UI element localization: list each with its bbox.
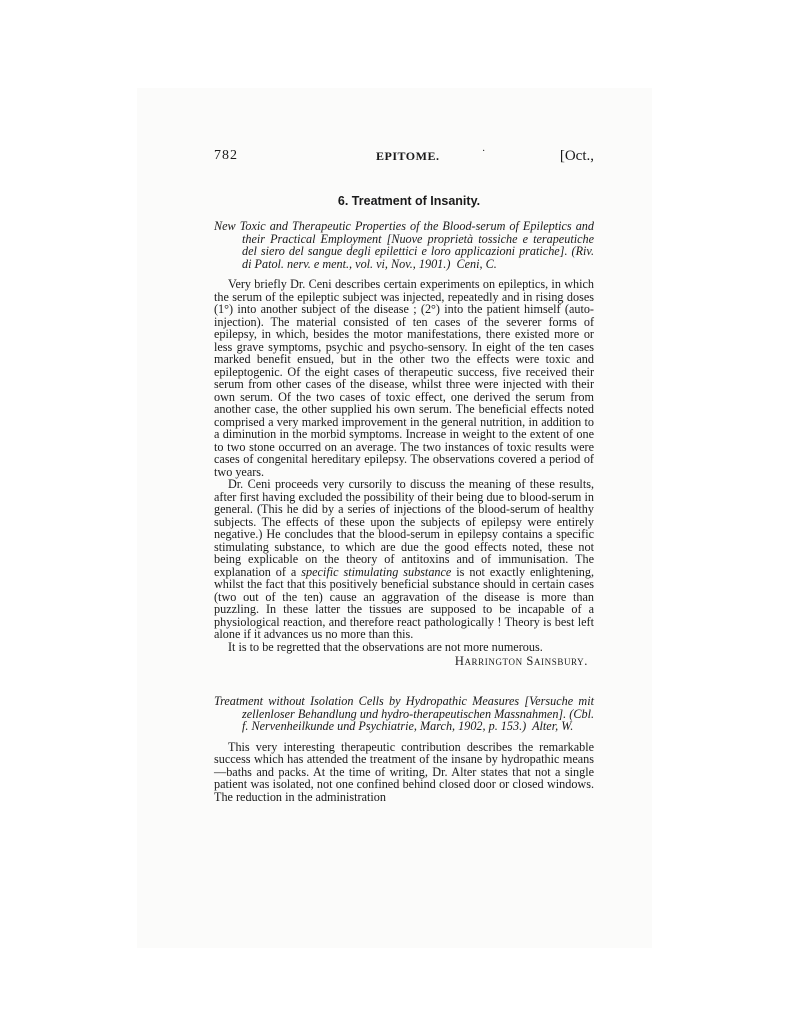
running-title: EPITOME. xyxy=(376,149,440,163)
article-1-signature xyxy=(214,654,594,669)
article-1-emphasis: specific stimulating substance xyxy=(301,564,452,579)
article-2-paragraph-1: This very interesting therapeutic contribution describes the remarkable success which has attended the treatment of the insane by hydropathic means—baths and packs. At the time of writing, Dr. Alter states that not a single patient was isolated, not one confined behind closed door or closed windows. The reduction in the administration xyxy=(214,739,594,804)
article-1-paragraph-2 xyxy=(214,478,594,641)
article-1-author: Ceni, C. xyxy=(456,256,497,271)
signature-text: Harrington Sainsbury. xyxy=(454,654,588,668)
article-2-citation xyxy=(214,695,594,733)
article-1-paragraph-2-rest: is not exactly enlightening, whilst the fact that this positively beneficial substance should in certain cases (two out of the ten) cause an aggravation of the disease is more than puzzling. In these latter the tissues are supposed to be incapable of a physiological reaction, and therefore react pathologically ! Theory is best left alone if it advances us no more than this. xyxy=(214,564,594,641)
article-1-paragraph-2-text: Dr. Ceni proceeds very cursorily to discuss the meaning of these results, after first having excluded the possibility of their being due to blood-serum in general. (This he did by a series of injections of the blood-serum of healthy subjects. The effects of these upon the subjects of epilepsy were entirely negative.) He concludes that the blood-serum in epilepsy contains a specific stimulating substance, to which are due the good effects noted, these not being explicable on the theory of antitoxins and of immunisation. The explanation of a xyxy=(214,477,594,579)
document-content xyxy=(214,148,594,803)
running-head xyxy=(214,148,594,170)
article-1-journal: (Riv. di Patol. nerv. e ment., vol. vi, Nov., 1901.) xyxy=(242,244,594,271)
article-1-title: New Toxic and Therapeutic Properties of the Blood-serum of Epileptics and their Practical Employment xyxy=(214,219,594,246)
stray-mark: · xyxy=(482,146,486,157)
running-date: [Oct., xyxy=(559,148,594,164)
article-1-paragraph-1: Very briefly Dr. Ceni describes certain experiments on epileptics, in which the serum of the epileptic subject was injected, repeatedly and in rising doses (1°) into another subject of the disease ; (2°) into the patient himself (auto-injection). The material consisted of ten cases of the severer forms of epilepsy, in which, besides the motor manifestations, there existed more or less grave symptoms, psychic and psycho-sensory. In eight of the ten cases marked benefit ensued, but in the other two the effects were toxic and epileptogenic. Of the eight cases of therapeutic success, five received their serum from other cases of the disease, whilst three were injected with their own serum. Of the two cases of toxic effect, one derived the serum from another case, the other supplied his own serum. The beneficial effects noted comprised a very marked improvement in the general nutrition, in addition to a diminution in the morbid symptoms. Increase in weight to the extent of one to two stone occurred on an average. The two instances of toxic results were cases of congenital hereditary epilepsy. The observations covered a period of two years. xyxy=(214,277,594,479)
article-1-original-title: [Nuove proprietà tossiche e terapeutiche del siero del sangue degli epilettici e loro applicazioni pratiche]. xyxy=(242,231,594,258)
article-2-author: Alter, W. xyxy=(532,719,574,733)
section-heading: 6. Treatment of Insanity. xyxy=(337,194,481,208)
article-2-journal: (Cbl. f. Nervenheilkunde und Psychiatrie, March, 1902, p. 153.) xyxy=(242,706,594,733)
article-1-citation xyxy=(214,220,594,270)
article-2-original-title: [Versuche mit zellenloser Behandlung und hydro-therapeutischen Massnahmen]. xyxy=(242,694,595,721)
article-1-paragraph-3: It is to be regretted that the observations are not more numerous. xyxy=(228,639,543,654)
article-2-title: Treatment without Isolation Cells by Hydropathic Measures xyxy=(214,694,520,708)
page-number: 782 xyxy=(214,148,238,163)
article-separator xyxy=(214,669,594,695)
